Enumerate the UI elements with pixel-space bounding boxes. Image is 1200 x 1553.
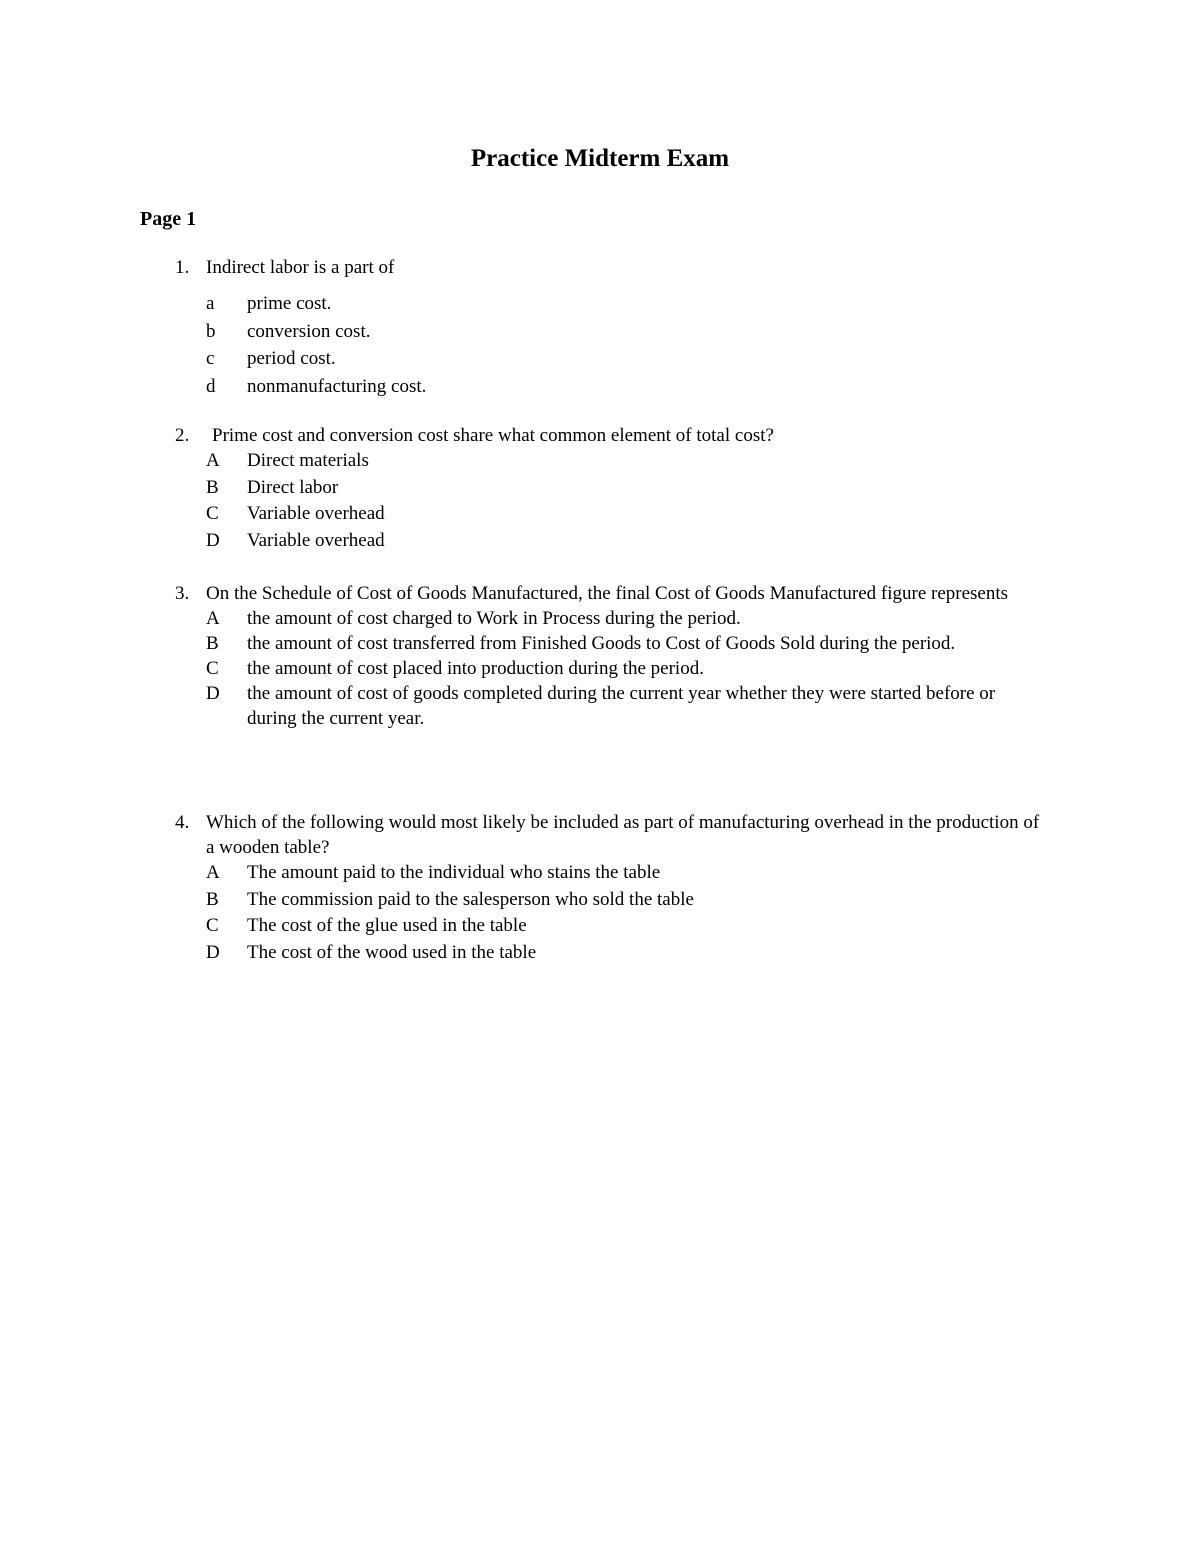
answer-options	[175, 290, 1045, 400]
answer-options	[175, 606, 1045, 731]
answer-option	[175, 887, 1045, 914]
option-text: the amount of cost transferred from Finished Goods to Cost of Goods Sold during the period.	[247, 633, 956, 654]
option-text: Direct materials	[247, 450, 369, 471]
option-text: Variable overhead	[247, 529, 385, 551]
question-stem	[175, 810, 1045, 860]
option-letter: D	[206, 683, 220, 704]
option-letter: B	[206, 476, 219, 498]
option-text: the amount of cost of goods completed during the current year whether they were started before or during the current year.	[247, 683, 996, 729]
answer-option	[175, 528, 1045, 555]
question-number: 4.	[175, 812, 190, 833]
option-text: The amount paid to the individual who stains the table	[247, 862, 661, 883]
answer-option	[175, 606, 1045, 631]
document-title: Practice Midterm Exam	[470, 145, 730, 172]
question-stem	[175, 255, 1045, 280]
answer-option	[175, 373, 1045, 401]
option-letter: C	[206, 658, 219, 679]
option-letter: A	[206, 450, 220, 471]
answer-option	[175, 913, 1045, 940]
option-text: The cost of the wood used in the table	[247, 941, 537, 963]
option-letter: C	[206, 915, 219, 936]
option-letter: b	[206, 320, 216, 342]
option-text: nonmanufacturing cost.	[247, 375, 427, 397]
question-number: 3.	[175, 583, 190, 604]
option-text: prime cost.	[247, 293, 332, 314]
question-text: Which of the following would most likely be included as part of manufacturing overhead in the production of a wooden table?	[206, 812, 1040, 858]
answer-option	[175, 501, 1045, 528]
question-number: 1.	[175, 257, 190, 278]
option-letter: A	[206, 862, 220, 883]
answer-option	[175, 656, 1045, 681]
question-stem	[175, 423, 1045, 448]
answer-option	[175, 318, 1045, 346]
option-text: the amount of cost placed into production during the period.	[247, 658, 704, 679]
question-text: Prime cost and conversion cost share what common element of total cost?	[212, 425, 774, 446]
answer-options	[175, 860, 1045, 966]
question-text: Indirect labor is a part of	[206, 257, 395, 278]
option-letter: C	[206, 503, 219, 524]
question-number: 2.	[175, 425, 190, 446]
option-letter: c	[206, 348, 215, 369]
answer-options	[175, 448, 1045, 554]
question-stem	[175, 581, 1045, 606]
option-letter: d	[206, 375, 216, 397]
option-text: conversion cost.	[247, 320, 371, 342]
question-4	[175, 810, 1045, 966]
answer-option	[175, 631, 1045, 656]
section-heading: Page 1	[140, 208, 197, 230]
option-letter: D	[206, 529, 220, 551]
answer-option	[175, 475, 1045, 502]
option-text: Direct labor	[247, 476, 339, 498]
answer-option	[175, 290, 1045, 318]
question-2	[175, 423, 1045, 554]
option-text: The cost of the glue used in the table	[247, 915, 527, 936]
question-1	[175, 255, 1045, 400]
answer-option	[175, 681, 1045, 731]
option-text: Variable overhead	[247, 503, 385, 524]
option-letter: B	[206, 888, 219, 910]
option-letter: a	[206, 293, 215, 314]
question-text: On the Schedule of Cost of Goods Manufactured, the final Cost of Goods Manufactured figure represents	[206, 583, 1009, 604]
option-letter: D	[206, 941, 220, 963]
option-letter: B	[206, 633, 219, 654]
option-text: period cost.	[247, 348, 336, 369]
question-3	[175, 581, 1045, 731]
option-text: the amount of cost charged to Work in Process during the period.	[247, 608, 741, 629]
answer-option	[175, 860, 1045, 887]
option-text: The commission paid to the salesperson who sold the table	[247, 888, 694, 910]
option-letter: A	[206, 608, 220, 629]
answer-option	[175, 448, 1045, 475]
answer-option	[175, 940, 1045, 967]
answer-option	[175, 345, 1045, 373]
